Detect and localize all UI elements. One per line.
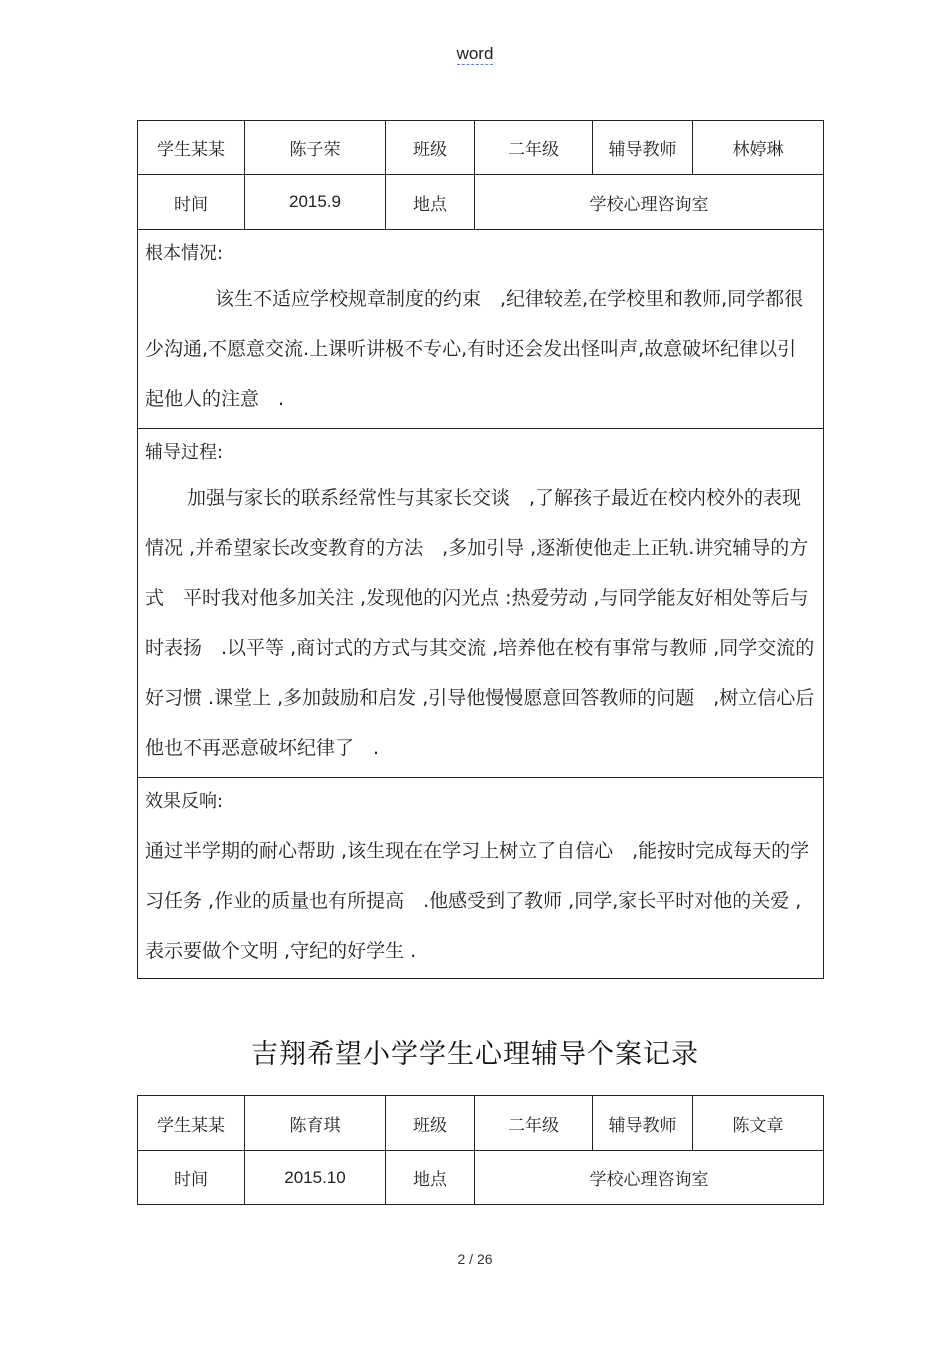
page-header xyxy=(0,44,950,64)
record-table-1 xyxy=(137,120,824,979)
page-number: 2 / 26 xyxy=(457,1251,493,1267)
student-label: 学生某某 xyxy=(138,1096,245,1151)
time-label: 时间 xyxy=(138,1151,245,1205)
process-title: 辅导过程: xyxy=(145,442,224,463)
document-title: 吉翔希望小学学生心理辅导个案记录 xyxy=(251,1039,699,1070)
student-label: 学生某某 xyxy=(138,121,245,175)
class-value: 二年级 xyxy=(475,121,593,175)
teacher-value: 陈文章 xyxy=(693,1096,824,1151)
basic-situation-title: 根本情况: xyxy=(145,243,224,264)
process-cell xyxy=(138,429,824,778)
time-label: 时间 xyxy=(138,175,245,230)
time-row xyxy=(138,1151,824,1205)
record-table-2 xyxy=(137,1095,824,1205)
effect-title: 效果反响: xyxy=(145,791,224,812)
class-value: 二年级 xyxy=(475,1096,593,1151)
time-row xyxy=(138,175,824,230)
class-label: 班级 xyxy=(386,121,475,175)
basic-situation-text: 该生不适应学校规章制度的约束 ,纪律较差,在学校里和教师,同学都很少沟通,不愿意交流.上课听讲极不专心,有时还会发出怪叫声,故意破坏纪律以引起他人的注意 . xyxy=(145,288,804,410)
time-value: 2015.10 xyxy=(245,1151,386,1205)
student-value: 陈子荣 xyxy=(245,121,386,175)
header-word-label: word xyxy=(456,44,494,63)
place-label: 地点 xyxy=(386,175,475,230)
effect-cell xyxy=(138,778,824,979)
effect-row xyxy=(138,778,824,979)
process-row xyxy=(138,429,824,778)
time-value: 2015.9 xyxy=(245,175,386,230)
class-label: 班级 xyxy=(386,1096,475,1151)
teacher-label: 辅导教师 xyxy=(593,1096,693,1151)
basic-situation-cell xyxy=(138,230,824,429)
effect-text: 通过半学期的耐心帮助 ,该生现在在学习上树立了自信心 ,能按时完成每天的学习任务 ,作业的质量也有所提高 .他感受到了教师 ,同学,家长平时对他的关爱 ,表示要做个文明 ,守纪的好学生 . xyxy=(145,840,810,962)
basic-situation-row xyxy=(138,230,824,429)
place-value: 学校心理咨询室 xyxy=(475,175,824,230)
info-row xyxy=(138,121,824,175)
info-row xyxy=(138,1096,824,1151)
place-label: 地点 xyxy=(386,1151,475,1205)
student-value: 陈育琪 xyxy=(245,1096,386,1151)
teacher-value: 林婷琳 xyxy=(693,121,824,175)
teacher-label: 辅导教师 xyxy=(593,121,693,175)
place-value: 学校心理咨询室 xyxy=(475,1151,824,1205)
process-text: 加强与家长的联系经常性与其家长交谈 ,了解孩子最近在校内校外的表现情况 ,并希望家长改变教育的方法 ,多加引导 ,逐渐使他走上正轨.讲究辅导的方式 平时我对他多加关注 ,发现他的闪光点 :热爱劳动 ,与同学能友好相处等后与时表扬 .以平等 ,商讨式的方式与其交流 ,培养他在校有事常与教师 ,同学交流的好习惯 .课堂上 ,多加鼓励和启发 ,引导他慢慢愿意回答教师的问题 ,树立信心后他也不再恶意破坏纪律了 . xyxy=(145,487,815,759)
